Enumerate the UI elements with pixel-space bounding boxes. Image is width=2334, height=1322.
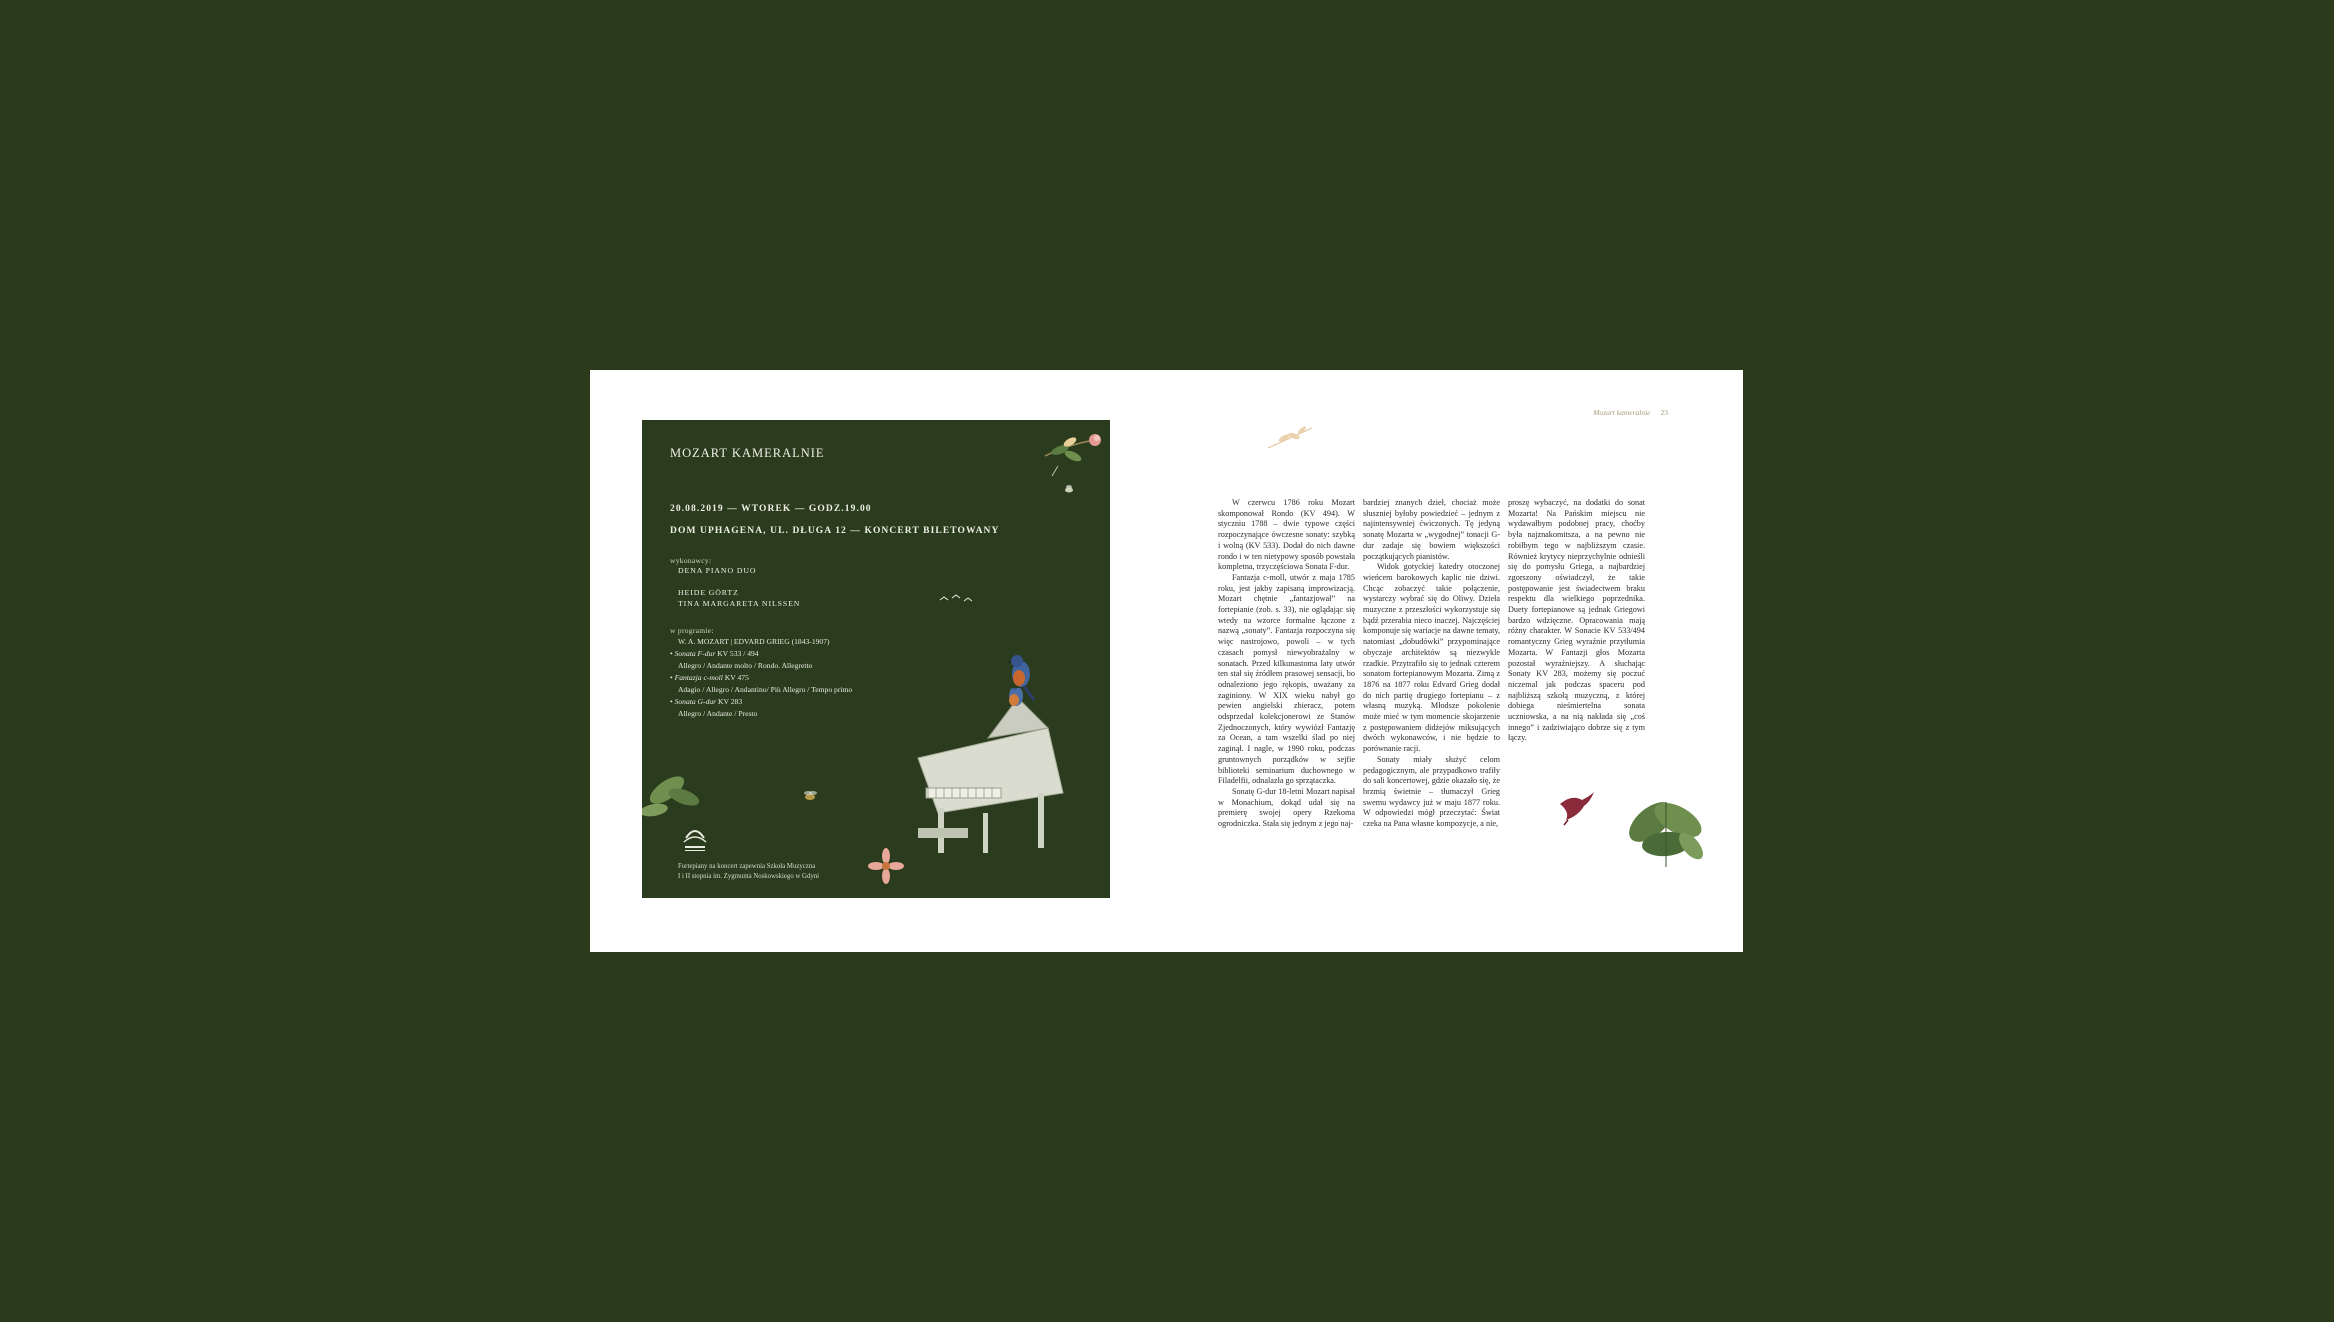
left-page [590,370,1168,952]
performers-label: wykonawcy: [670,556,712,565]
grand-piano-illustration [898,688,1068,868]
footer-line: I i II stopnia im. Zygmunta Noskowskiego w Gdyni [678,872,820,880]
insect-illustration [800,788,820,804]
bluebird-illustration [1006,652,1036,702]
running-head [1593,408,1668,417]
paragraph: Sonatę G-dur 18-letni Mozart napisał w Monachium, dokąd udał się na premierę swojej opery Rzekoma ogrodniczka. Stała się jednym z jego naj- [1218,786,1355,829]
program-movements: Adagio / Allegro / Andantino/ Più Allegro / Tempo primo [678,685,853,694]
green-leaves-illustration [1616,782,1716,872]
venue-line: DOM UPHAGENA, UL. DŁUGA 12 — KONCERT BILETOWANY [670,526,1000,536]
paragraph: Sonaty miały służyć celom pedagogicznym, ale przypadkowo trafiły do sali koncertowej, gdzie okazało się, że brzmią świetnie – tłumaczył Grieg swemu wydawcy już w maju 1877 roku. W odpowiedzi mógł przeczytać: Świat czeka na Pana własne kompozycje, a nie, [1363,754,1500,829]
program-movements: Allegro / Andante molto / Rondo. Allegretto [678,661,813,670]
leaves-illustration [642,765,712,825]
program-item: • Fantazja c-moll KV 475 [670,673,749,682]
work-title: Sonata G-dur [674,697,717,706]
program-label: w programie: [670,626,714,635]
paragraph: bardziej znanych dzieł, chociaż może słuszniej byłoby powiedzieć – jednym z najintensywniej ćwiczonych. Tę jedyną sonatę Mozarta w „wygodnej” tonacji G-dur zadaje się bowiem większości początkujących pianistów. [1363,498,1500,561]
school-logo [682,822,708,856]
flower-sprig-illustration [1040,426,1110,486]
program-item: • Sonata G-dur KV 283 [670,697,743,706]
article-column-2 [1363,498,1500,830]
performer-2: TINA MARGARETA NILSSEN [678,599,801,608]
paragraph: Widok gotyckiej katedry otoczonej wieńcem barokowych kaplic nie dziwi. Chcąc zobaczyć takie połączenie, wystarczy wybrać się do Oliwy. Dzieła muzyczne z przeszłości wykorzystuje się bądź przerabia nieco inaczej. Najczęściej komponuje się wariacje na dawne tematy, natomiast „dobudówki” przypominające obyczaje architektów są niezwykle rzadkie. Przytrafiło się to jednak czterem sonatom fortepianowym Mozarta. Zimą z 1876 na 1877 roku Edvard Grieg dodał do nich partię drugiego fortepianu – z własną muzyką. Młodsze pokolenie może mieć w tym momencie skojarzenie z postępowaniem didżejów miksujących dwóch wykonawców, i nie będzie to porównanie racji. [1363,562,1500,754]
work-title: Sonata F-dur [674,649,716,658]
running-head-title: Mozart kameralnie [1593,408,1651,417]
work-catalog: KV 283 [718,697,743,706]
program-item: • Sonata F-dur KV 533 / 494 [670,649,759,658]
concert-title: MOZART KAMERALNIE [670,446,825,460]
article-column-1 [1218,498,1355,830]
paragraph: Fantazja c-moll, utwór z maja 1785 roku, jest jakby zapisaną improwizacją. Mozart chętnie „fantazjował” na fortepianie (zob. s. 33), nie oglądając się wtedy na wzorce formalne łączone z nazwą „sonaty”. Fantazja rozpoczyna się więc nastrojowo, powoli – w tych czasach pomysł niewyobrażalny w sonatach. Przed kilkunastoma laty utwór ten stał się źródłem prasowej sensacji, bo odnaleziono jego rękopis, uważany za zaginiony. W XIX wieku nabył go pewien angielski zbieracz, potem odsprzedał kolekcjonerowi ze Stanów Zjednoczonych, który wywiózł Fantazję za Ocean, a tam wszelki ślad po niej zaginął. I nagle, w 1990 roku, podczas gruntownych porządków w sejfie biblioteki seminarium duchownego w Filadelfii, odnalazła go sprzątaczka. [1218,572,1355,786]
date-line: 20.08.2019 — WTOREK — GODZ.19.00 [670,504,872,514]
paragraph: W czerwcu 1786 roku Mozart skomponował Rondo (KV 494). W styczniu 1788 – dwie typowe części rozpoczynające ówczesne sonaty: szybką i wolną (KV 533). Dodał do nich dawne rondo i w ten nietypowy sposób powstała kompletna, trzyczęściowa Sonata F-dur. [1218,498,1355,572]
program-movements: Allegro / Andante / Presto [678,709,758,718]
paragraph: proszę wybaczyć, na dodatki do sonat Mozarta! Na Pańskim miejscu nie wydawałbym podobnej pracy, choćby była najznakomitsza, a na pewno nie robiłbym tego w najbliższym czasie. Również krytycy nieprzychylnie odnieśli się do pomysłu Griega, a najbardziej zgorszony oświadczył, że takie postępowanie jest świadectwem braku respektu dla wielkiego poprzednika. Duety fortepianowe są jednak Griegowi bardzo wdzięczne. Opracowania mają różny charakter. W Sonacie KV 533/494 romantyczny Grieg wyraźnie przytłumia Mozarta. W Fantazji głos Mozarta pozostał wyraźniejszy. A słuchając Sonaty KV 283, możemy się poczuć niczemal jak podczas spaceru pod najbliższą szkołą muzyczną, z której dobiega nieśmiertelna sonata uczniowska, a na nią nakłada się „coś innego” i zadziwiająco dobrze się z tym łączy. [1508,498,1645,743]
footer-line: Fortepiany na koncert zapewnia Szkoła Muzyczna [678,863,816,870]
pink-flower-illustration [866,846,906,886]
flying-birds-illustration [938,592,978,606]
article-column-3 [1508,498,1645,744]
bee-illustration [1062,482,1076,496]
performer-1: HEIDE GÖRTZ [678,588,739,597]
work-catalog: KV 533 / 494 [717,649,759,658]
composers-line: W. A. MOZART | EDVARD GRIEG (1843-1907) [678,637,830,646]
footer-credit [678,862,868,881]
golden-sprig-illustration [1266,422,1316,452]
work-title: Fantazja c-moll [674,673,723,682]
page-number: 23 [1660,408,1668,417]
performer-duo: DENA PIANO DUO [678,566,757,575]
work-catalog: KV 475 [724,673,749,682]
right-page [1166,370,1743,952]
concert-panel [642,420,1110,898]
red-bird-illustration [1556,790,1596,826]
